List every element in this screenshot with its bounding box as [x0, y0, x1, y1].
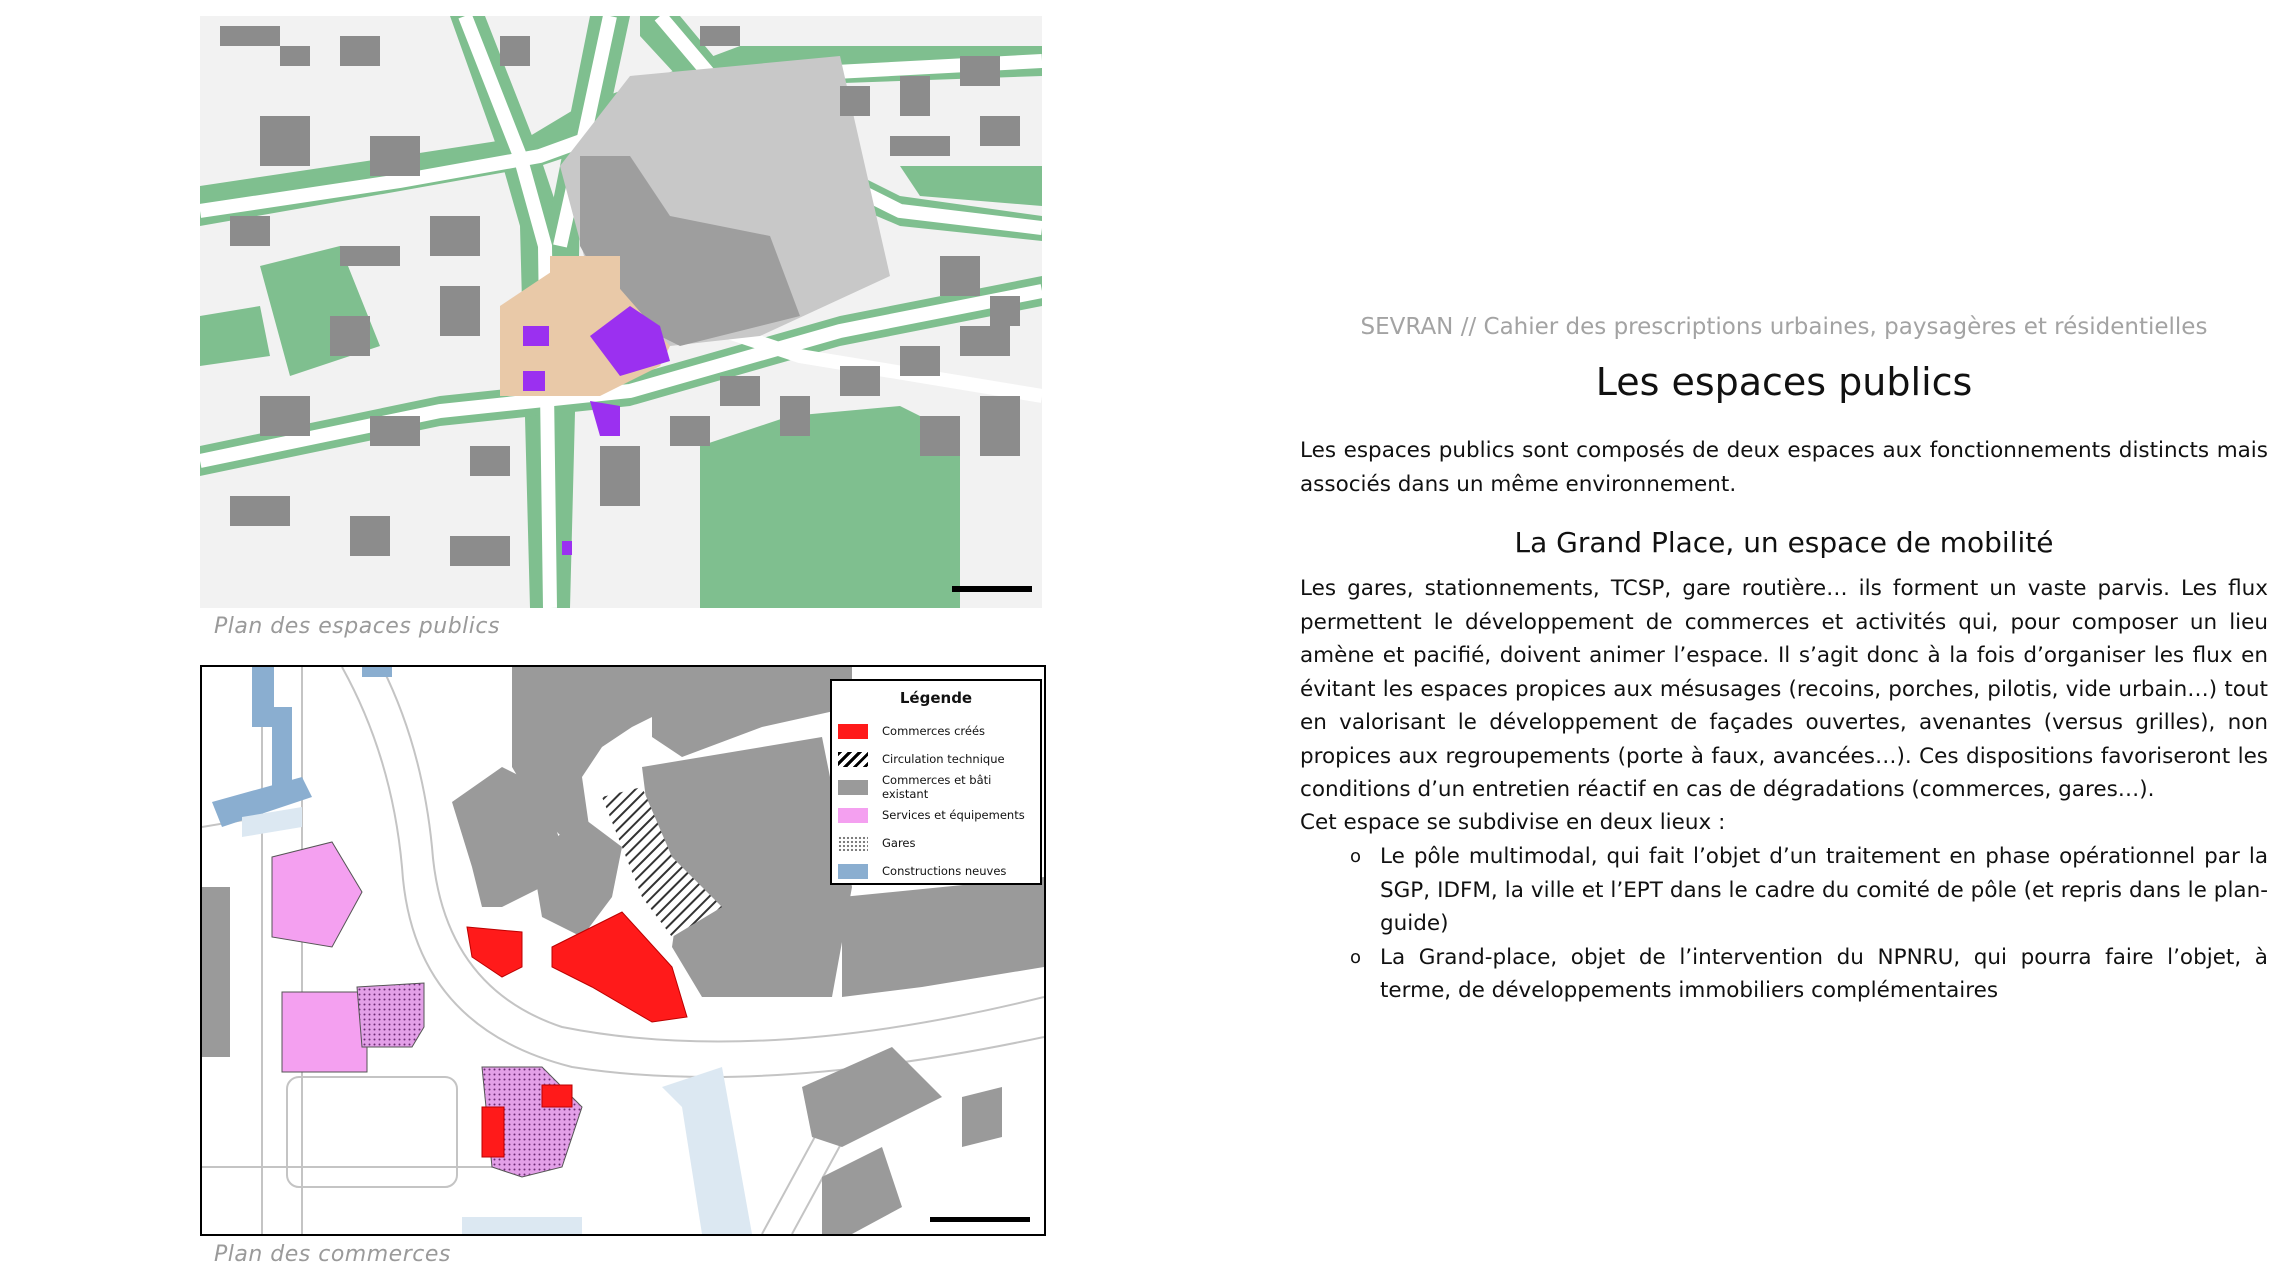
- legend-swatch: [838, 752, 868, 767]
- body-paragraph: Les gares, stationnements, TCSP, gare routière… ils forment un vaste parvis. Les flux permettent le développement de commerces et activités qui, pour composer un lieu amène et pacifié, doivent animer l’espace. Il s’agit donc à la fois d’organiser les flux en évitant les espaces propices aux mésusages (recoins, porches, pilotis, vide urbain…) tout en valorisant le développement de façades ouvertes, avenantes (versus grilles), non propices aux regroupements (porte à faux, avancées…). Ces dispositions favoriseront les conditions d’un entretien réactif en cas de dégradations (commerces, gares…).: [1300, 576, 2268, 802]
- legend-item-technical-circulation: [838, 745, 1034, 773]
- legend-item-existing-buildings: [838, 773, 1034, 801]
- intro-paragraph: Les espaces publics sont composés de deux espaces aux fonctionnements distincts mais associés dans un même environnement.: [1300, 438, 2268, 497]
- public-spaces-map: [200, 16, 1042, 608]
- shops-map: [200, 665, 1046, 1236]
- legend-title: Légende: [899, 689, 973, 707]
- legend-swatch: [838, 724, 868, 739]
- map-legend: [830, 679, 1042, 885]
- legend-label: Gares: [882, 836, 916, 850]
- list-item: [1352, 941, 2268, 1008]
- bullet-circle-icon: o: [1350, 846, 1362, 867]
- legend-swatch: [838, 808, 868, 823]
- legend-label: Services et équipements: [882, 808, 1025, 822]
- map1-caption: Plan des espaces publics: [214, 614, 500, 639]
- document-header: SEVRAN // Cahier des prescriptions urbaines, paysagères et résidentielles: [1360, 314, 2208, 340]
- list-item-text: Le pôle multimodal, qui fait l’objet d’un traitement en phase opérationnel par la SGP, IDFM, la ville et l’EPT dans le cadre du comité de pôle (et repris dans le plan-guide): [1380, 844, 2268, 936]
- legend-swatch: [838, 836, 868, 851]
- section-subtitle: La Grand Place, un espace de mobilité: [1514, 526, 2054, 559]
- page-title: Les espaces publics: [1595, 360, 1973, 404]
- legend-swatch: [838, 780, 868, 795]
- bullet-list: [1352, 840, 2268, 1008]
- legend-label: Circulation technique: [882, 752, 1005, 766]
- legend-swatch: [838, 864, 868, 879]
- legend-label: Commerces créés: [882, 724, 986, 738]
- legend-label: Commerces et bâti existant: [882, 773, 992, 801]
- legend-item-created-shops: [838, 717, 1034, 745]
- map2-caption: Plan des commerces: [214, 1242, 451, 1267]
- legend-item-services: [838, 801, 1034, 829]
- legend-item-new-constructions: [838, 857, 1034, 885]
- list-item: [1352, 840, 2268, 941]
- list-item-text: La Grand-place, objet de l’intervention du NPNRU, qui pourra faire l’objet, à terme, de développements immobiliers complémentaires: [1380, 944, 2268, 1003]
- legend-label: Constructions neuves: [882, 864, 1007, 878]
- bullet-circle-icon: o: [1350, 946, 1362, 968]
- list-lead: Cet espace se subdivise en deux lieux :: [1300, 810, 1726, 835]
- legend-item-stations: [838, 829, 1034, 857]
